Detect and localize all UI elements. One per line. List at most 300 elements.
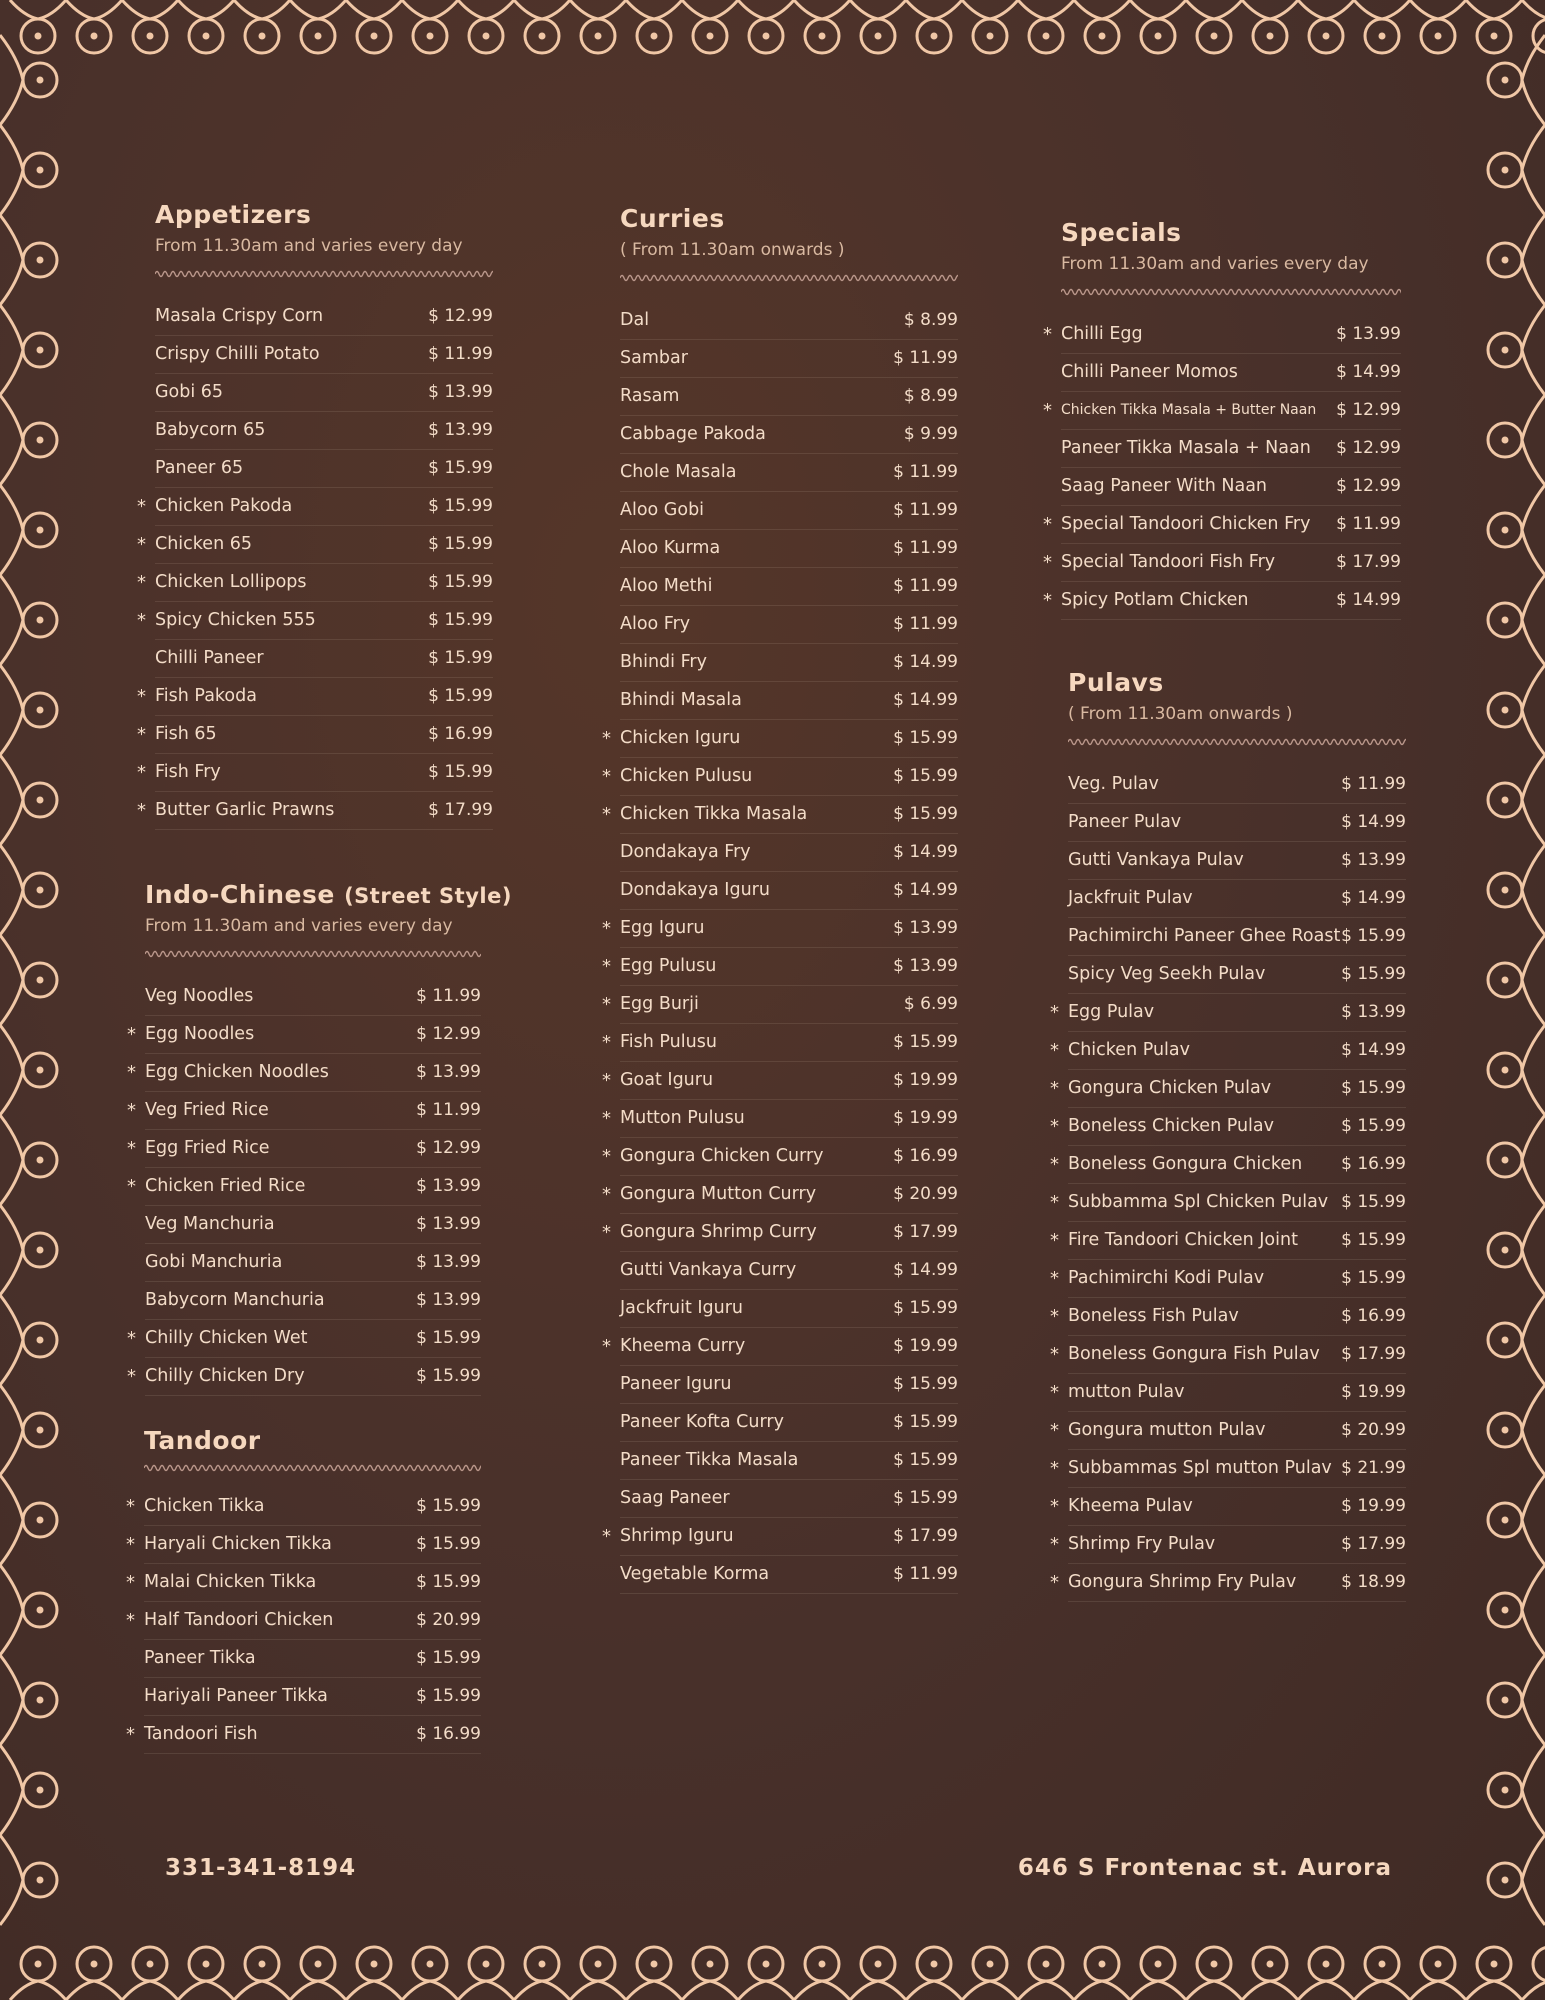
item-price: $ 8.99	[903, 386, 958, 406]
item-name: Spicy Potlam Chicken	[1061, 590, 1249, 610]
menu-item	[1061, 354, 1401, 392]
item-price: $ 11.99	[1336, 514, 1401, 534]
item-name: Hariyali Paneer Tikka	[144, 1686, 328, 1706]
menu-item	[126, 1488, 481, 1526]
item-name: Paneer Iguru	[620, 1374, 732, 1394]
menu-item	[602, 986, 958, 1024]
item-price: $ 17.99	[1336, 552, 1401, 572]
item-name: Boneless Gongura Fish Pulav	[1068, 1344, 1320, 1364]
menu-item	[602, 1138, 958, 1176]
item-name: Chole Masala	[620, 462, 737, 482]
spicy-marker: *	[126, 1724, 135, 1745]
menu-item	[127, 1358, 481, 1396]
menu-item	[1050, 1374, 1406, 1412]
item-name: Butter Garlic Prawns	[155, 800, 335, 820]
item-name: Veg. Pulav	[1068, 774, 1159, 794]
item-price: $ 13.99	[416, 1290, 481, 1310]
menu-item	[1043, 316, 1401, 354]
menu-list	[1050, 766, 1406, 1602]
menu-item	[155, 336, 493, 374]
spicy-marker: *	[602, 1108, 611, 1129]
item-price: $ 11.99	[416, 1100, 481, 1120]
spicy-marker: *	[1050, 1534, 1059, 1555]
item-name: Chicken Fried Rice	[145, 1176, 306, 1196]
item-price: $ 19.99	[1341, 1496, 1406, 1516]
spicy-marker: *	[602, 1526, 611, 1547]
item-price: $ 11.99	[893, 614, 958, 634]
menu-item	[620, 1290, 958, 1328]
item-name: mutton Pulav	[1068, 1382, 1185, 1402]
item-name: Gobi 65	[155, 382, 224, 402]
wavy-divider	[1061, 286, 1401, 298]
menu-item	[620, 530, 958, 568]
menu-item	[155, 640, 493, 678]
section-subtitle: From 11.30am and varies every day	[155, 236, 463, 256]
item-price: $ 15.99	[1341, 1078, 1406, 1098]
spicy-marker: *	[127, 1366, 136, 1387]
menu-item	[155, 450, 493, 488]
item-name: Paneer Tikka Masala	[620, 1450, 799, 1470]
menu-item	[620, 644, 958, 682]
item-name: Subbamma Spl Chicken Pulav	[1068, 1192, 1329, 1212]
item-name: Egg Noodles	[145, 1024, 255, 1044]
menu-item	[155, 412, 493, 450]
item-name: Paneer Tikka	[144, 1648, 256, 1668]
menu-item	[1043, 392, 1401, 430]
spicy-marker: *	[1050, 1040, 1059, 1061]
menu-item	[1068, 880, 1406, 918]
spicy-marker: *	[127, 1328, 136, 1349]
item-price: $ 8.99	[903, 310, 958, 330]
menu-item	[1043, 582, 1401, 620]
item-name: Kheema Pulav	[1068, 1496, 1193, 1516]
wavy-divider	[145, 948, 481, 960]
item-name: Fish Pulusu	[620, 1032, 717, 1052]
section-appetizers	[137, 198, 493, 830]
menu-item	[602, 758, 958, 796]
footer-phone: 331-341-8194	[165, 1855, 357, 1881]
item-name: Aloo Methi	[620, 576, 713, 596]
item-price: $ 15.99	[893, 1374, 958, 1394]
menu-item	[1050, 1488, 1406, 1526]
spicy-marker: *	[1043, 514, 1052, 535]
item-price: $ 12.99	[416, 1024, 481, 1044]
item-name: Gongura mutton Pulav	[1068, 1420, 1266, 1440]
item-name: Chicken Pulusu	[620, 766, 753, 786]
menu-item	[137, 564, 493, 602]
item-name: Egg Burji	[620, 994, 699, 1014]
item-name: Jackfruit Iguru	[620, 1298, 744, 1318]
item-price: $ 15.99	[893, 1032, 958, 1052]
menu-item	[620, 568, 958, 606]
item-name: Haryali Chicken Tikka	[144, 1534, 332, 1554]
item-price: $ 12.99	[1336, 476, 1401, 496]
item-name: Sambar	[620, 348, 688, 368]
menu-item	[602, 948, 958, 986]
item-name: Shrimp Iguru	[620, 1526, 734, 1546]
menu-item	[602, 720, 958, 758]
menu-item	[137, 526, 493, 564]
item-price: $ 14.99	[1336, 590, 1401, 610]
spicy-marker: *	[1043, 400, 1052, 421]
spicy-marker: *	[1050, 1192, 1059, 1213]
item-name: Gongura Shrimp Curry	[620, 1222, 817, 1242]
item-name: Bhindi Fry	[620, 652, 707, 672]
item-price: $ 13.99	[1341, 1002, 1406, 1022]
item-name: Special Tandoori Chicken Fry	[1061, 514, 1311, 534]
section-title: Pulavs	[1068, 668, 1164, 697]
item-price: $ 19.99	[893, 1336, 958, 1356]
item-name: Chilli Egg	[1061, 324, 1143, 344]
menu-item	[137, 602, 493, 640]
menu-item	[602, 1214, 958, 1252]
item-name: Gobi Manchuria	[145, 1252, 283, 1272]
item-price: $ 13.99	[416, 1252, 481, 1272]
item-name: Chilli Paneer Momos	[1061, 362, 1238, 382]
item-name: Cabbage Pakoda	[620, 424, 766, 444]
item-price: $ 13.99	[416, 1176, 481, 1196]
item-name: Chicken Pulav	[1068, 1040, 1191, 1060]
item-name: Chicken Tikka	[144, 1496, 265, 1516]
item-name: Vegetable Korma	[620, 1564, 770, 1584]
item-name: Aloo Gobi	[620, 500, 705, 520]
spicy-marker: *	[137, 762, 146, 783]
item-price: $ 15.99	[428, 648, 493, 668]
item-price: $ 12.99	[1336, 400, 1401, 420]
item-name: Chicken Iguru	[620, 728, 741, 748]
spicy-marker: *	[1050, 1420, 1059, 1441]
item-price: $ 15.99	[893, 766, 958, 786]
item-price: $ 15.99	[893, 1450, 958, 1470]
item-price: $ 20.99	[893, 1184, 958, 1204]
item-price: $ 15.99	[428, 458, 493, 478]
item-price: $ 14.99	[893, 652, 958, 672]
item-name: Dal	[620, 310, 650, 330]
item-price: $ 13.99	[1341, 850, 1406, 870]
item-name: Masala Crispy Corn	[155, 306, 324, 326]
item-price: $ 17.99	[1341, 1344, 1406, 1364]
spicy-marker: *	[602, 1222, 611, 1243]
footer-address: 646 S Frontenac st. Aurora	[1017, 1855, 1392, 1881]
item-price: $ 11.99	[893, 1564, 958, 1584]
item-price: $ 15.99	[1341, 1192, 1406, 1212]
menu-item	[1050, 994, 1406, 1032]
item-name: Saag Paneer With Naan	[1061, 476, 1268, 496]
spicy-marker: *	[602, 766, 611, 787]
section-indo-chinese	[127, 878, 512, 1396]
menu-item	[1050, 1298, 1406, 1336]
menu-item	[620, 416, 958, 454]
menu-item	[602, 796, 958, 834]
menu-item	[602, 910, 958, 948]
item-name: Fish Fry	[155, 762, 221, 782]
menu-item	[620, 378, 958, 416]
item-name: Gongura Shrimp Fry Pulav	[1068, 1572, 1297, 1592]
spicy-marker: *	[602, 1184, 611, 1205]
menu-item	[137, 792, 493, 830]
menu-list	[126, 1488, 481, 1754]
menu-item	[620, 1366, 958, 1404]
item-price: $ 15.99	[416, 1534, 481, 1554]
spicy-marker: *	[127, 1138, 136, 1159]
spicy-marker: *	[602, 1336, 611, 1357]
item-name: Chicken Tikka Masala	[620, 804, 808, 824]
menu-item	[127, 1054, 481, 1092]
menu-item	[1050, 1146, 1406, 1184]
item-name: Aloo Fry	[620, 614, 691, 634]
item-name: Boneless Chicken Pulav	[1068, 1116, 1275, 1136]
item-price: $ 15.99	[893, 804, 958, 824]
item-price: $ 14.99	[1341, 888, 1406, 908]
item-price: $ 15.99	[428, 496, 493, 516]
item-name: Chicken Tikka Masala + Butter Naan	[1061, 402, 1317, 418]
item-name: Babycorn Manchuria	[145, 1290, 325, 1310]
item-price: $ 15.99	[416, 1648, 481, 1668]
item-name: Mutton Pulusu	[620, 1108, 745, 1128]
item-price: $ 17.99	[1341, 1534, 1406, 1554]
menu-item	[145, 1282, 481, 1320]
menu-item	[602, 1024, 958, 1062]
item-name: Tandoori Fish	[144, 1724, 258, 1744]
menu-item	[602, 1518, 958, 1556]
item-price: $ 13.99	[428, 382, 493, 402]
item-price: $ 15.99	[893, 728, 958, 748]
menu-item	[620, 340, 958, 378]
item-price: $ 15.99	[428, 610, 493, 630]
item-price: $ 14.99	[893, 1260, 958, 1280]
spicy-marker: *	[1050, 1458, 1059, 1479]
item-name: Chicken Lollipops	[155, 572, 307, 592]
menu-item	[1050, 1336, 1406, 1374]
section-title-extra: (Street Style)	[344, 884, 512, 908]
item-price: $ 15.99	[416, 1366, 481, 1386]
item-price: $ 12.99	[428, 306, 493, 326]
item-name: Veg Manchuria	[145, 1214, 275, 1234]
menu-item	[155, 374, 493, 412]
item-name: Fish 65	[155, 724, 217, 744]
item-price: $ 18.99	[1341, 1572, 1406, 1592]
item-price: $ 20.99	[1341, 1420, 1406, 1440]
menu-item	[145, 1206, 481, 1244]
item-price: $ 21.99	[1341, 1458, 1406, 1478]
item-name: Egg Iguru	[620, 918, 705, 938]
menu-item	[137, 716, 493, 754]
menu-item	[1050, 1108, 1406, 1146]
spicy-marker: *	[126, 1572, 135, 1593]
section-tandoor	[126, 1424, 481, 1754]
section-subtitle: ( From 11.30am onwards )	[1068, 704, 1293, 724]
spicy-marker: *	[137, 496, 146, 517]
item-name: Pachimirchi Kodi Pulav	[1068, 1268, 1265, 1288]
item-price: $ 15.99	[1341, 1268, 1406, 1288]
menu-item	[1050, 1184, 1406, 1222]
item-price: $ 16.99	[1341, 1154, 1406, 1174]
menu-item	[1068, 804, 1406, 842]
section-title: Curries	[620, 204, 725, 233]
menu-item	[1050, 1260, 1406, 1298]
menu-item	[1050, 1412, 1406, 1450]
item-name: Kheema Curry	[620, 1336, 746, 1356]
item-name: Veg Fried Rice	[145, 1100, 269, 1120]
item-price: $ 15.99	[1341, 1230, 1406, 1250]
item-price: $ 17.99	[893, 1526, 958, 1546]
spicy-marker: *	[137, 686, 146, 707]
menu-item	[145, 978, 481, 1016]
menu-item	[620, 682, 958, 720]
item-name: Pachimirchi Paneer Ghee Roast	[1068, 926, 1341, 946]
item-price: $ 19.99	[893, 1070, 958, 1090]
item-name: Babycorn 65	[155, 420, 266, 440]
item-name: Chilly Chicken Dry	[145, 1366, 305, 1386]
menu-item	[137, 754, 493, 792]
item-price: $ 16.99	[428, 724, 493, 744]
section-specials	[1043, 216, 1401, 620]
section-title: Specials	[1061, 218, 1182, 247]
menu-item	[127, 1016, 481, 1054]
item-name: Gutti Vankaya Curry	[620, 1260, 797, 1280]
item-name: Subbammas Spl mutton Pulav	[1068, 1458, 1332, 1478]
item-price: $ 14.99	[1336, 362, 1401, 382]
item-price: $ 17.99	[893, 1222, 958, 1242]
item-price: $ 11.99	[893, 348, 958, 368]
menu-item	[602, 1100, 958, 1138]
menu-item	[145, 1244, 481, 1282]
spicy-marker: *	[602, 994, 611, 1015]
section-title: Appetizers	[155, 200, 312, 229]
item-name: Half Tandoori Chicken	[144, 1610, 334, 1630]
section-subtitle: From 11.30am and varies every day	[1061, 254, 1369, 274]
item-price: $ 11.99	[893, 500, 958, 520]
item-name: Special Tandoori Fish Fry	[1061, 552, 1276, 572]
item-name: Chilly Chicken Wet	[145, 1328, 308, 1348]
menu-item	[602, 1062, 958, 1100]
menu-item	[1050, 1032, 1406, 1070]
menu-item	[1050, 1070, 1406, 1108]
spicy-marker: *	[1043, 590, 1052, 611]
menu-item	[1061, 468, 1401, 506]
item-price: $ 15.99	[1341, 1116, 1406, 1136]
item-name: Egg Fried Rice	[145, 1138, 270, 1158]
menu-item	[620, 302, 958, 340]
item-price: $ 15.99	[893, 1298, 958, 1318]
item-name: Chicken Pakoda	[155, 496, 293, 516]
item-name: Chilli Paneer	[155, 648, 264, 668]
item-price: $ 15.99	[1341, 964, 1406, 984]
item-name: Dondakaya Fry	[620, 842, 751, 862]
item-price: $ 11.99	[893, 576, 958, 596]
menu-item	[126, 1716, 481, 1754]
spicy-marker: *	[1050, 1268, 1059, 1289]
item-name: Paneer 65	[155, 458, 244, 478]
item-name: Rasam	[620, 386, 680, 406]
spicy-marker: *	[127, 1100, 136, 1121]
menu-item	[127, 1092, 481, 1130]
menu-item	[1050, 1222, 1406, 1260]
item-name: Spicy Chicken 555	[155, 610, 316, 630]
item-price: $ 14.99	[893, 842, 958, 862]
menu-item	[126, 1602, 481, 1640]
menu-item	[620, 454, 958, 492]
item-name: Saag Paneer	[620, 1488, 730, 1508]
item-name: Shrimp Fry Pulav	[1068, 1534, 1216, 1554]
item-name: Malai Chicken Tikka	[144, 1572, 317, 1592]
item-price: $ 15.99	[416, 1686, 481, 1706]
spicy-marker: *	[1050, 1154, 1059, 1175]
menu-item	[137, 488, 493, 526]
item-name: Gongura Mutton Curry	[620, 1184, 817, 1204]
menu-item	[1050, 1564, 1406, 1602]
item-name: Fish Pakoda	[155, 686, 257, 706]
section-title-main: Indo-Chinese	[145, 880, 335, 909]
menu-item	[127, 1320, 481, 1358]
menu-item	[620, 834, 958, 872]
spicy-marker: *	[137, 724, 146, 745]
item-name: Boneless Fish Pulav	[1068, 1306, 1239, 1326]
item-name: Fire Tandoori Chicken Joint	[1068, 1230, 1298, 1250]
item-price: $ 15.99	[893, 1412, 958, 1432]
item-price: $ 14.99	[1341, 812, 1406, 832]
menu-item	[620, 1252, 958, 1290]
item-price: $ 13.99	[893, 918, 958, 938]
spicy-marker: *	[602, 1032, 611, 1053]
item-name: Crispy Chilli Potato	[155, 344, 320, 364]
menu-item	[126, 1526, 481, 1564]
spicy-marker: *	[602, 1070, 611, 1091]
menu-list	[137, 298, 493, 830]
item-price: $ 9.99	[903, 424, 958, 444]
menu-item	[144, 1678, 481, 1716]
spicy-marker: *	[602, 1146, 611, 1167]
spicy-marker: *	[127, 1024, 136, 1045]
item-price: $ 19.99	[893, 1108, 958, 1128]
spicy-marker: *	[127, 1176, 136, 1197]
item-price: $ 16.99	[416, 1724, 481, 1744]
item-price: $ 14.99	[893, 880, 958, 900]
wavy-divider	[144, 1462, 481, 1474]
item-name: Aloo Kurma	[620, 538, 721, 558]
wavy-divider	[1068, 736, 1406, 748]
item-price: $ 15.99	[1341, 926, 1406, 946]
menu-item	[1050, 1450, 1406, 1488]
item-price: $ 11.99	[428, 344, 493, 364]
item-price: $ 15.99	[416, 1328, 481, 1348]
spicy-marker: *	[127, 1062, 136, 1083]
menu-item	[620, 1556, 958, 1594]
section-subtitle: From 11.30am and varies every day	[145, 916, 453, 936]
spicy-marker: *	[602, 804, 611, 825]
spicy-marker: *	[137, 534, 146, 555]
item-name: Paneer Kofta Curry	[620, 1412, 784, 1432]
item-price: $ 17.99	[428, 800, 493, 820]
item-price: $ 15.99	[428, 686, 493, 706]
item-price: $ 13.99	[1336, 324, 1401, 344]
item-name: Spicy Veg Seekh Pulav	[1068, 964, 1266, 984]
item-price: $ 14.99	[1341, 1040, 1406, 1060]
menu-item	[155, 298, 493, 336]
menu-item	[620, 606, 958, 644]
item-name: Gongura Chicken Curry	[620, 1146, 824, 1166]
section-title: Tandoor	[144, 1426, 261, 1455]
item-price: $ 11.99	[893, 462, 958, 482]
wavy-divider	[620, 272, 958, 284]
menu-item	[127, 1130, 481, 1168]
menu-item	[602, 1176, 958, 1214]
menu-item	[127, 1168, 481, 1206]
spicy-marker: *	[1043, 324, 1052, 345]
spicy-marker: *	[1050, 1344, 1059, 1365]
section-pulavs	[1050, 666, 1406, 1602]
item-price: $ 11.99	[893, 538, 958, 558]
